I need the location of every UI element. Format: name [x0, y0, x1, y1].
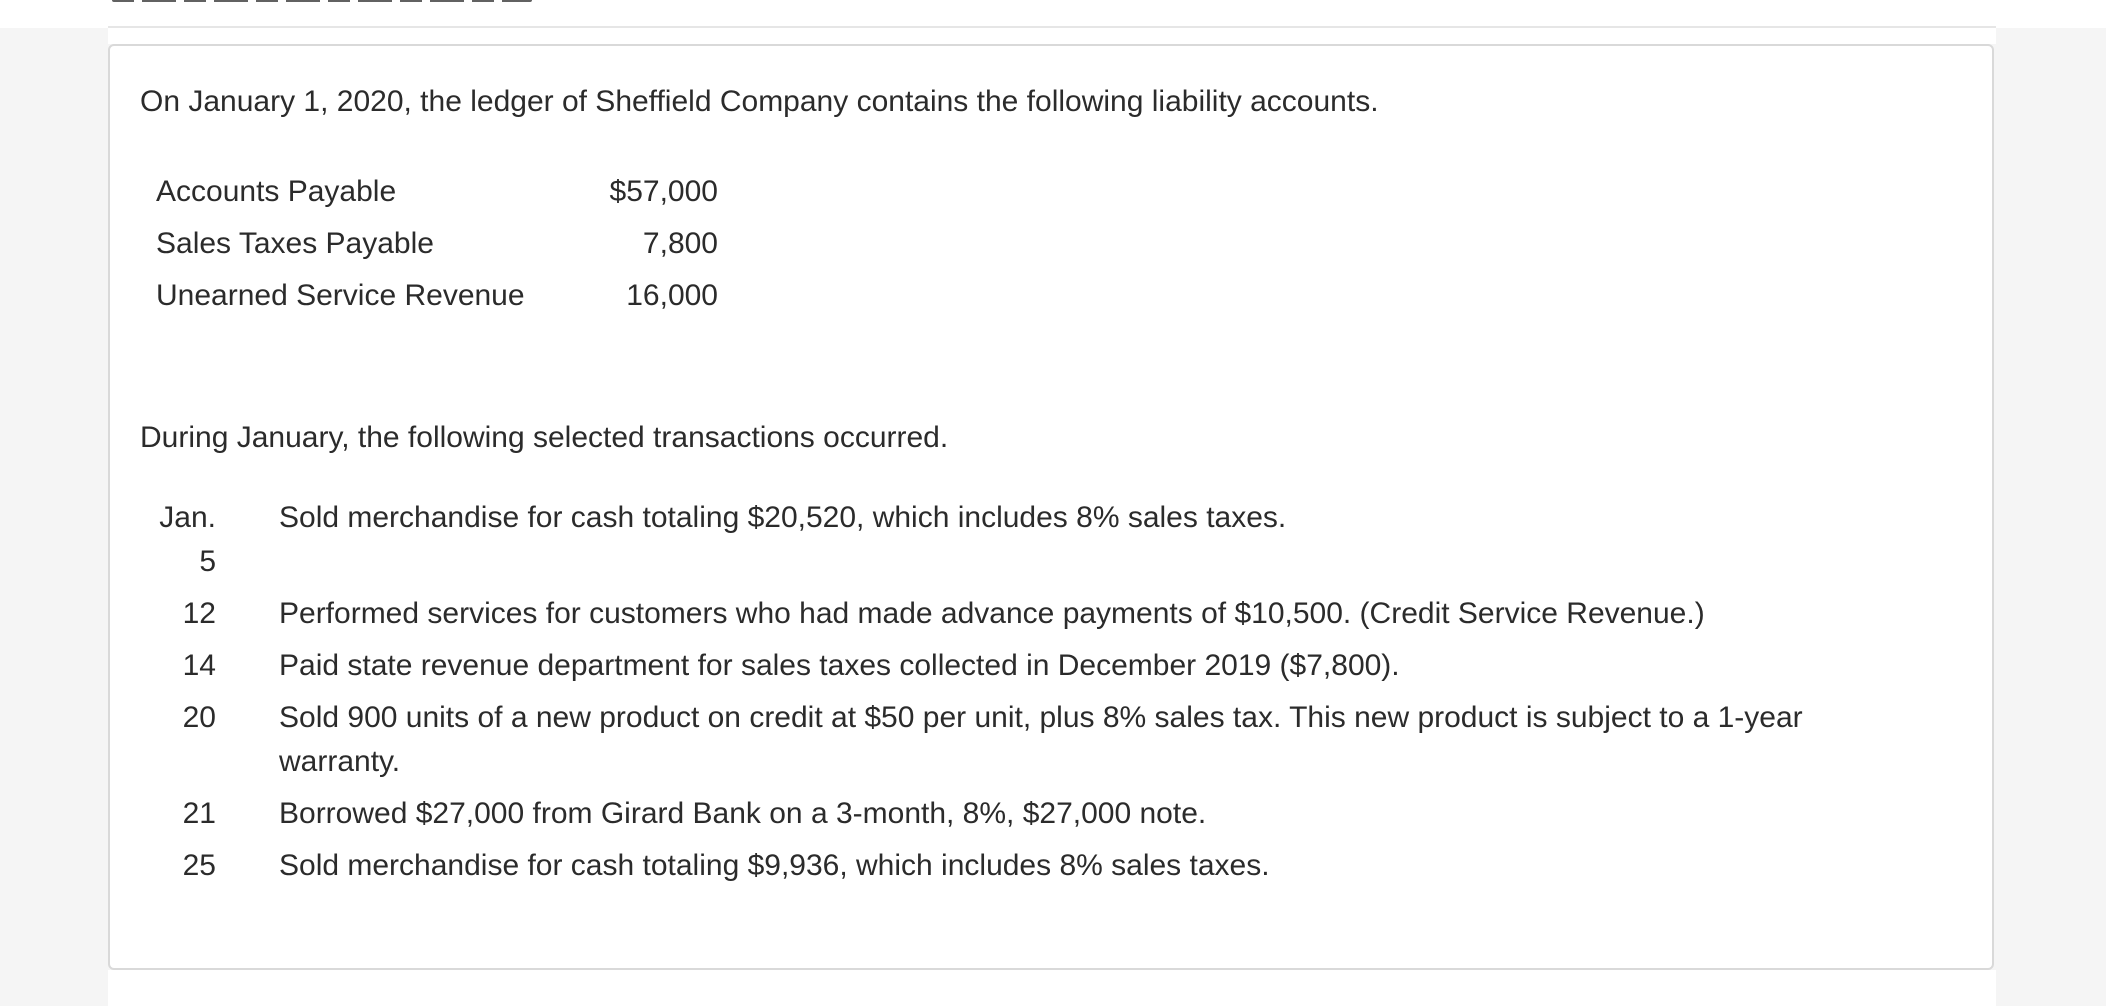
intro-text: On January 1, 2020, the ledger of Sheffield Company contains the following liability accounts. — [140, 85, 1379, 118]
transaction-row — [156, 644, 1962, 688]
transaction-description: Sold merchandise for cash totaling $20,520, which includes 8% sales taxes. — [279, 501, 1287, 534]
transaction-month: Jan. — [159, 501, 216, 534]
transaction-row — [156, 792, 1962, 836]
transaction-row — [156, 592, 1962, 636]
transaction-date — [156, 792, 216, 836]
bottom-strip — [108, 970, 1996, 1006]
transaction-day: 20 — [182, 701, 216, 734]
transaction-day: 12 — [182, 597, 216, 630]
transaction-day: 14 — [182, 649, 216, 682]
content-gap — [108, 28, 1996, 44]
ledger-amount: $57,000 — [609, 175, 718, 208]
ledger-amount: 16,000 — [626, 279, 718, 312]
ledger-row — [156, 166, 718, 218]
top-strip — [0, 0, 2106, 28]
transaction-row — [156, 496, 1962, 584]
transaction-description: Performed services for customers who had made advance payments of $10,500. (Credit Service Revenue.) — [279, 597, 1705, 630]
problem-content — [140, 82, 1962, 896]
transaction-day: 25 — [182, 849, 216, 882]
transaction-date — [156, 644, 216, 688]
transaction-date — [156, 696, 216, 740]
transaction-description: Sold 900 units of a new product on credit at $50 per unit, plus 8% sales tax. This new product is subject to a 1-year warranty. — [279, 701, 1803, 778]
transaction-date — [156, 496, 216, 584]
transactions-intro: During January, the following selected transactions occurred. — [140, 421, 949, 454]
transaction-day: 5 — [199, 545, 216, 578]
ledger-row — [156, 218, 718, 270]
ledger-table — [156, 166, 718, 322]
transaction-date — [156, 592, 216, 636]
transaction-description: Borrowed $27,000 from Girard Bank on a 3-month, 8%, $27,000 note. — [279, 797, 1207, 830]
transaction-date — [156, 844, 216, 888]
ledger-row — [156, 270, 718, 322]
cut-off-heading — [112, 0, 532, 2]
transaction-row — [156, 844, 1962, 888]
transaction-description: Sold merchandise for cash totaling $9,936, which includes 8% sales taxes. — [279, 849, 1270, 882]
ledger-amount: 7,800 — [642, 227, 718, 260]
transaction-description: Paid state revenue department for sales taxes collected in December 2019 ($7,800). — [279, 649, 1400, 682]
ledger-account: Accounts Payable — [156, 175, 397, 208]
ledger-account: Unearned Service Revenue — [156, 279, 525, 312]
ledger-account: Sales Taxes Payable — [156, 227, 434, 260]
transactions-list — [156, 496, 1962, 888]
problem-panel — [108, 44, 1994, 970]
transaction-row — [156, 696, 1962, 784]
transaction-day: 21 — [182, 797, 216, 830]
